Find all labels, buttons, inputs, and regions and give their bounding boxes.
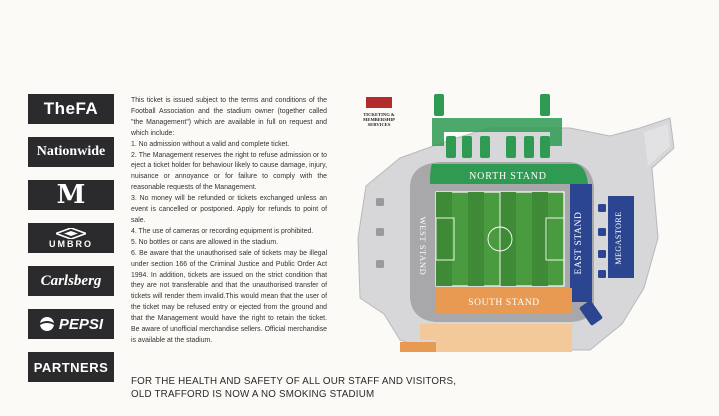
- no-smoking-notice: [131, 376, 456, 401]
- ticketing-label-line3: SERVICES: [367, 122, 391, 127]
- north-turnstile-6: [540, 136, 550, 158]
- umbro-diamond-icon: [56, 228, 86, 239]
- terms-item-1: 1. No admission without a valid and complete ticket.: [131, 140, 290, 148]
- terms-item-4: 4. The use of cameras or recording equipment is prohibited.: [131, 227, 314, 235]
- ticketing-label-line2: MEMBERSHIP: [363, 117, 395, 122]
- nationwide-logo-text: Nationwide: [36, 144, 106, 159]
- megastore-label: MEGASTORE: [614, 211, 623, 265]
- partners-logo-text: PARTNERS: [33, 359, 109, 375]
- north-entrance-right: [540, 94, 550, 116]
- north-entrance-left: [434, 94, 444, 116]
- terms-item-6: 6. Be aware that the unauthorised sale of tickets may be illegal under section 166 of the Criminal Justice and Public Order Act 1994. In addition, tickets are issued on the strict condition that they are not transferable and that the unauthorised transfer of tickets will render them invalid.This would mean that the user of the ticket may be refused entry or ejected from the ground and that the Management would have the right to retain the ticket. Be aware of unofficial merchandise sellers. Official merchandise is available at the stadium.: [131, 249, 327, 344]
- south-walkway: [400, 342, 436, 352]
- terms-item-3: 3. No money will be refunded or tickets exchanged unless an event is cancelled or postponed. Apply for refunds to point of sale.: [131, 195, 327, 224]
- east-stand-label: EAST STAND: [574, 211, 584, 275]
- the-fa-logo-text: TheFA: [43, 99, 99, 118]
- west-turnstile-3: [376, 260, 384, 268]
- terms-item-5: 5. No bottles or cans are allowed in the stadium.: [131, 238, 279, 246]
- east-turnstile-2: [598, 228, 606, 236]
- west-turnstile-1: [376, 198, 384, 206]
- terms-intro: This ticket is issued subject to the terms and conditions of the Football Association and the stadium owner (together called "the Management") which are available in full on request and which include:: [131, 97, 327, 137]
- north-turnstile-1: [446, 136, 456, 158]
- ticketing-building: [366, 97, 392, 108]
- stadium-map: [340, 88, 680, 368]
- pepsi-logo-text: PEPSI: [58, 315, 104, 333]
- pepsi-logo: [28, 309, 114, 339]
- sponsor-logos: [28, 94, 114, 395]
- nationwide-logo: [28, 137, 114, 167]
- ticketing-label-line1: TICKETING &: [363, 112, 395, 117]
- umbro-logo: [28, 223, 114, 253]
- terms-and-conditions: [131, 96, 327, 347]
- north-turnstile-3: [480, 136, 490, 158]
- terms-item-2: 2. The Management reserves the right to refuse admission or to eject a ticket holder for behaviour likely to cause damage, injury, nuisance or annoyance or for failure to comply with the reasonable requests of the Management.: [131, 151, 327, 192]
- north-stand-label: NORTH STAND: [469, 171, 547, 182]
- west-turnstile-2: [376, 228, 384, 236]
- mcdonalds-logo-text: M: [56, 180, 86, 210]
- umbro-logo-text: UMBRO: [49, 238, 93, 249]
- notice-line-2: OLD TRAFFORD IS NOW A NO SMOKING STADIUM: [131, 388, 375, 400]
- carlsberg-logo: [28, 266, 114, 296]
- west-stand-label: WEST STAND: [418, 216, 428, 276]
- the-fa-logo: [28, 94, 114, 124]
- partners-logo: [28, 352, 114, 382]
- south-stand-label: SOUTH STAND: [468, 298, 540, 308]
- pepsi-globe-icon: [39, 316, 55, 332]
- east-turnstile-1: [598, 204, 606, 212]
- east-turnstile-3: [598, 250, 606, 258]
- north-turnstile-2: [462, 136, 472, 158]
- mcdonalds-logo: [28, 180, 114, 210]
- carlsberg-logo-text: Carlsberg: [40, 272, 102, 289]
- south-forecourt: [420, 324, 572, 352]
- east-turnstile-4: [598, 270, 606, 278]
- north-turnstile-5: [524, 136, 534, 158]
- notice-line-1: FOR THE HEALTH AND SAFETY OF ALL OUR STAFF AND VISITORS,: [131, 376, 457, 387]
- north-turnstile-4: [506, 136, 516, 158]
